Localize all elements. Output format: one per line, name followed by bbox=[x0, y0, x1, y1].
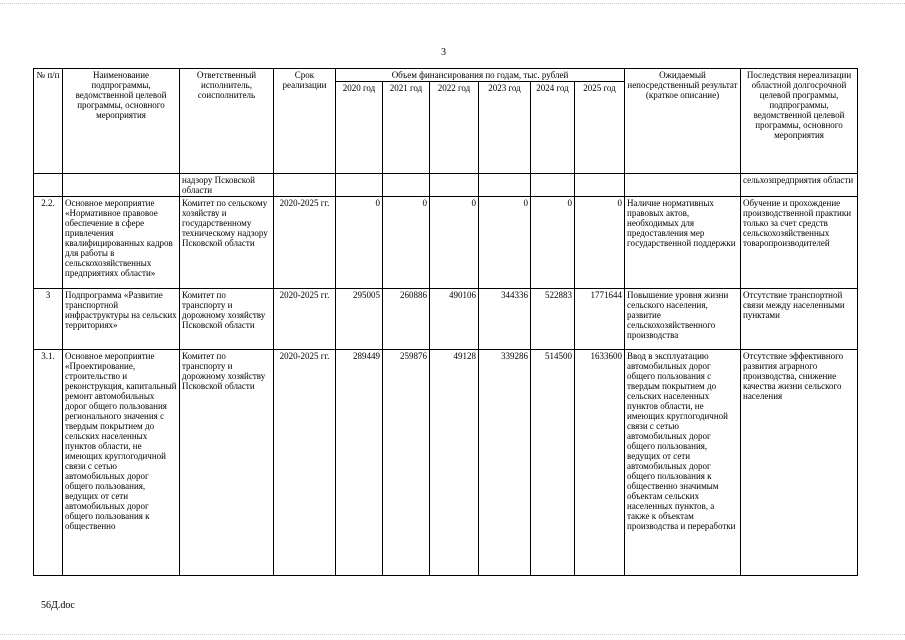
row-num: 3 bbox=[34, 289, 63, 350]
row-value bbox=[336, 174, 383, 197]
header-num: № п/п bbox=[34, 69, 63, 174]
row-responsible: Комитет по сельскому хозяйству и государственному техническому надзору Псковской области bbox=[180, 197, 274, 289]
row-responsible: надзору Псковской области bbox=[180, 174, 274, 197]
row-value: 0 bbox=[479, 197, 531, 289]
row-value: 259876 bbox=[383, 350, 430, 576]
table-row bbox=[34, 197, 858, 289]
row-result: Наличие нормативных правовых актов, необходимых для предоставления мер государственной поддержки bbox=[625, 197, 741, 289]
header-year: 2021 год bbox=[383, 82, 430, 174]
row-value bbox=[531, 174, 575, 197]
row-value: 49128 bbox=[430, 350, 479, 576]
row-name bbox=[63, 174, 180, 197]
row-value: 1771644 bbox=[575, 289, 625, 350]
row-num: 3.1. bbox=[34, 350, 63, 576]
table-row bbox=[34, 174, 858, 197]
row-responsible: Комитет по транспорту и дорожному хозяйству Псковской области bbox=[180, 350, 274, 576]
footer-filename: 56Д.doc bbox=[41, 600, 75, 611]
row-result bbox=[625, 174, 741, 197]
scan-edge-top bbox=[0, 3, 905, 4]
header-consequences: Последствия нереализации областной долгосрочной целевой программы, подпрограммы, ведомственной целевой программы, основного мероприятия bbox=[741, 69, 858, 174]
row-num bbox=[34, 174, 63, 197]
row-name: Основное мероприятие «Проектирование, строительство и реконструкция, капитальный ремонт автомобильных дорог общего пользования регионального значения с твердым покрытием до сельских населенных пунктов области, не имеющих круглогодичной связи с сетью автомобильных дорог общего пользования, ведущих от сети автомобильных дорог общего пользования к общественно bbox=[63, 350, 180, 576]
row-value: 514500 bbox=[531, 350, 575, 576]
page-number: 3 bbox=[441, 47, 446, 58]
row-value bbox=[479, 174, 531, 197]
row-value bbox=[430, 174, 479, 197]
row-num: 2.2. bbox=[34, 197, 63, 289]
row-name: Подпрограмма «Развитие транспортной инфраструктуры на сельских территориях» bbox=[63, 289, 180, 350]
row-responsible: Комитет по транспорту и дорожному хозяйству Псковской области bbox=[180, 289, 274, 350]
scan-edge-bottom bbox=[0, 634, 905, 635]
header-responsible: Ответственный исполнитель, соисполнитель bbox=[180, 69, 274, 174]
row-value: 0 bbox=[531, 197, 575, 289]
header-year: 2022 год bbox=[430, 82, 479, 174]
row-value: 0 bbox=[383, 197, 430, 289]
row-value: 1633600 bbox=[575, 350, 625, 576]
row-term: 2020-2025 гг. bbox=[274, 350, 336, 576]
row-name: Основное мероприятие «Нормативное правовое обеспечение в сфере привлечения квалифицированных кадров для работы в сельскохозяйственных предприятиях области» bbox=[63, 197, 180, 289]
row-value: 490106 bbox=[430, 289, 479, 350]
header-year: 2020 год bbox=[336, 82, 383, 174]
row-result: Повышение уровня жизни сельского населения, развитие сельскохозяйственного производства bbox=[625, 289, 741, 350]
header-financing: Объем финансирования по годам, тыс. рублей bbox=[336, 69, 625, 82]
row-term: 2020-2025 гг. bbox=[274, 289, 336, 350]
row-value: 522883 bbox=[531, 289, 575, 350]
row-value: 344336 bbox=[479, 289, 531, 350]
row-value: 0 bbox=[575, 197, 625, 289]
row-consequences: Отсутствие эффективного развития аграрного производства, снижение качества жизни сельского населения bbox=[741, 350, 858, 576]
header-year: 2024 год bbox=[531, 82, 575, 174]
program-table bbox=[33, 68, 858, 576]
header-term: Срок реализации bbox=[274, 69, 336, 174]
header-result: Ожидаемый непосредственный результат (краткое описание) bbox=[625, 69, 741, 174]
row-value bbox=[383, 174, 430, 197]
row-value: 0 bbox=[336, 197, 383, 289]
row-value bbox=[575, 174, 625, 197]
table-row bbox=[34, 350, 858, 576]
row-term: 2020-2025 гг. bbox=[274, 197, 336, 289]
row-value: 295005 bbox=[336, 289, 383, 350]
row-value: 339286 bbox=[479, 350, 531, 576]
row-consequences: Отсутствие транспортной связи между населенными пунктами bbox=[741, 289, 858, 350]
row-value: 260886 bbox=[383, 289, 430, 350]
header-year: 2025 год bbox=[575, 82, 625, 174]
row-consequences: Обучение и прохождение производственной практики только за счет средств сельскохозяйственных товаропроизводителей bbox=[741, 197, 858, 289]
row-term bbox=[274, 174, 336, 197]
row-consequences: сельхозпредприятия области bbox=[741, 174, 858, 197]
row-value: 0 bbox=[430, 197, 479, 289]
row-value: 289449 bbox=[336, 350, 383, 576]
header-row bbox=[34, 69, 858, 82]
table-row bbox=[34, 289, 858, 350]
header-name: Наименование подпрограммы, ведомственной целевой программы, основного мероприятия bbox=[63, 69, 180, 174]
header-year: 2023 год bbox=[479, 82, 531, 174]
row-result: Ввод в эксплуатацию автомобильных дорог общего пользования с твердым покрытием до сельских населенных пунктов области, не имеющих круглогодичной связи с сетью автомобильных дорог общего пользования, ведущих от сети автомобильных дорог общего пользования к общественно значимым объектам сельских населенных пунктов, а также к объектам производства и переработки bbox=[625, 350, 741, 576]
